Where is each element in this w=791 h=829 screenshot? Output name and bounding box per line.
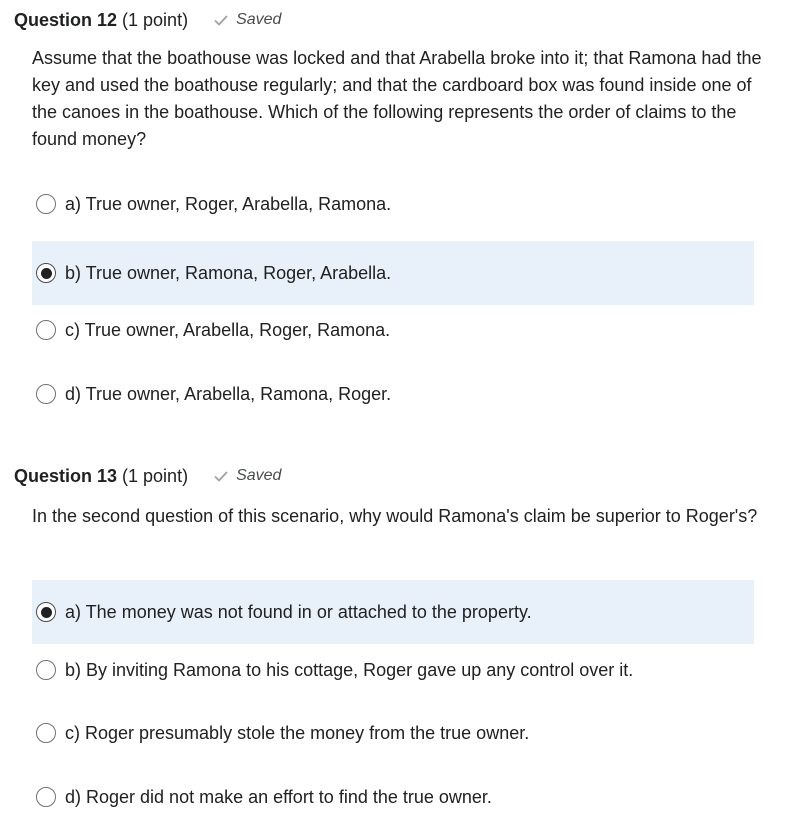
radio-button[interactable]	[36, 194, 56, 214]
saved-label: Saved	[236, 11, 282, 28]
option-label: b) True owner, Ramona, Roger, Arabella.	[65, 262, 392, 283]
saved-label: Saved	[236, 467, 282, 484]
radio-button[interactable]	[36, 384, 56, 404]
radio-button[interactable]	[36, 660, 56, 680]
question-text: In the second question of this scenario, why would Ramona's claim be superior to Roger's?	[32, 506, 758, 526]
option-a[interactable]	[32, 172, 754, 236]
option-label: c) True owner, Arabella, Roger, Ramona.	[65, 319, 391, 340]
option-c[interactable]	[32, 701, 754, 765]
option-c[interactable]	[32, 298, 754, 362]
radio-button[interactable]	[36, 263, 56, 283]
option-d[interactable]	[32, 765, 754, 829]
question-points: (1 point)	[122, 465, 189, 486]
option-label: c) Roger presumably stole the money from the true owner.	[65, 722, 530, 743]
radio-button[interactable]	[36, 723, 56, 743]
saved-status	[214, 11, 281, 29]
option-label: d) Roger did not make an effort to find the true owner.	[65, 786, 492, 807]
option-b[interactable]	[32, 241, 754, 305]
radio-button[interactable]	[36, 320, 56, 340]
checkmark-icon	[214, 15, 228, 26]
option-label: b) By inviting Ramona to his cottage, Roger gave up any control over it.	[65, 659, 634, 680]
option-d[interactable]	[32, 362, 754, 426]
checkmark-icon	[214, 471, 228, 482]
question-points: (1 point)	[122, 9, 189, 30]
option-a[interactable]	[32, 580, 754, 644]
radio-button[interactable]	[36, 787, 56, 807]
question-title: Question 13	[14, 465, 118, 486]
option-label: d) True owner, Arabella, Ramona, Roger.	[65, 383, 392, 404]
question-header	[14, 462, 281, 490]
question-header	[14, 6, 281, 34]
question-title: Question 12	[14, 9, 118, 30]
option-label: a) True owner, Roger, Arabella, Ramona.	[65, 193, 392, 214]
option-label: a) The money was not found in or attached to the property.	[65, 601, 532, 622]
saved-status	[214, 467, 281, 485]
radio-button[interactable]	[36, 602, 56, 622]
question-text: Assume that the boathouse was locked and that Arabella broke into it; that Ramona had the key and used the boathouse regularly; and that the cardboard box was found inside one of the canoes in the boathouse. Which of the following represents the order of claims to the found money?	[32, 48, 762, 149]
option-b[interactable]	[32, 638, 754, 702]
